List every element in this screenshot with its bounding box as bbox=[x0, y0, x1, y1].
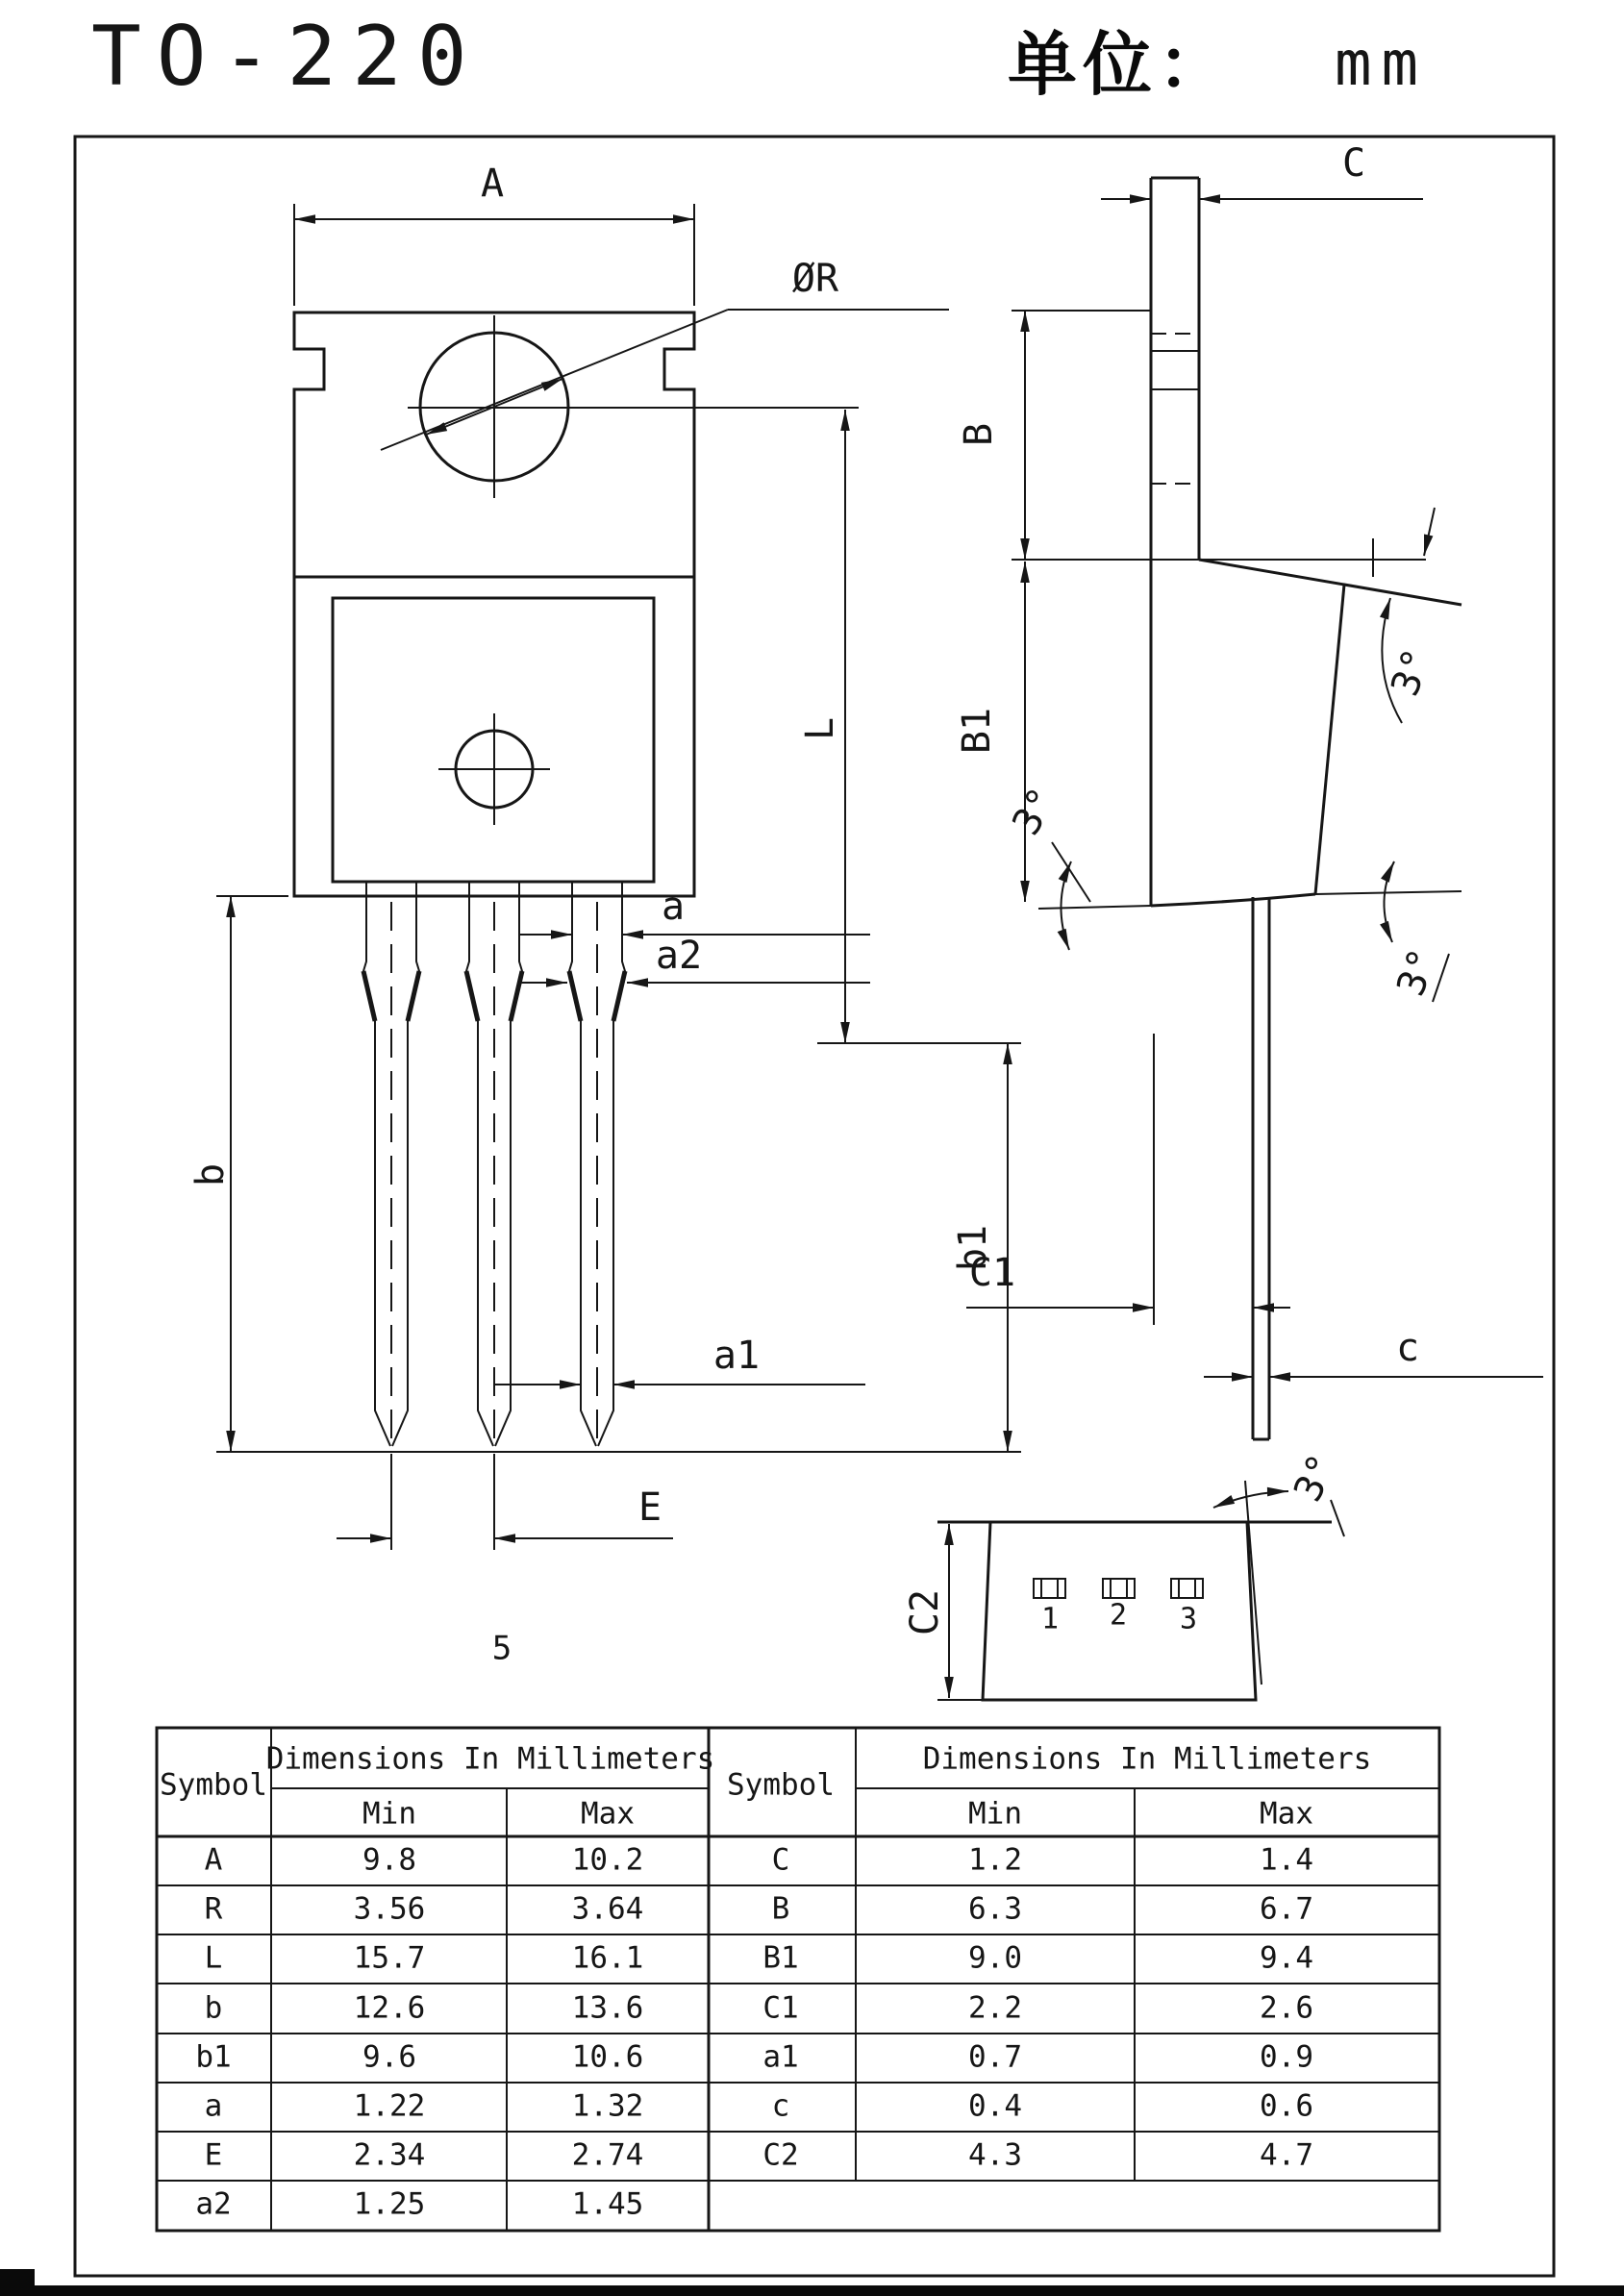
front-view bbox=[188, 162, 1021, 1668]
table-left-rows bbox=[195, 1843, 643, 2222]
table-left-max-header: Max bbox=[581, 1796, 635, 1832]
cell: 15.7 bbox=[353, 1940, 426, 1976]
cell: 13.6 bbox=[571, 1990, 644, 2026]
label-C2: C2 bbox=[903, 1588, 947, 1636]
cell: 0.7 bbox=[968, 2039, 1022, 2075]
label-C: C bbox=[1341, 141, 1366, 186]
page-title: TO-220 bbox=[91, 9, 483, 105]
cell: a bbox=[204, 2088, 223, 2124]
cell: 3.64 bbox=[571, 1891, 644, 1927]
page-bottom-strip bbox=[0, 2285, 1624, 2296]
table-right-max-header: Max bbox=[1260, 1796, 1313, 1832]
side-view bbox=[955, 141, 1543, 1439]
table-left-dim-header: Dimensions In Millimeters bbox=[265, 1741, 715, 1777]
cell: 10.6 bbox=[571, 2039, 644, 2075]
cell: E bbox=[204, 2137, 223, 2173]
table-right-min-header: Min bbox=[968, 1796, 1022, 1832]
cell: 0.6 bbox=[1260, 2088, 1313, 2124]
dim-b bbox=[188, 896, 1021, 1452]
cell: 1.25 bbox=[353, 2186, 426, 2222]
cell: 1.2 bbox=[968, 1842, 1022, 1878]
label-A: A bbox=[480, 162, 505, 206]
cell: 0.4 bbox=[968, 2088, 1022, 2124]
dim-B1 bbox=[955, 562, 1025, 902]
label-E: E bbox=[637, 1485, 662, 1530]
cell: 9.8 bbox=[362, 1842, 416, 1878]
table-right-rows bbox=[762, 1843, 1313, 2173]
cell: 2.74 bbox=[571, 2137, 644, 2173]
pin-number-2: 2 bbox=[1109, 1598, 1128, 1633]
cell: 0.9 bbox=[1260, 2039, 1313, 2075]
cell: 6.3 bbox=[968, 1891, 1022, 1927]
lead-3 bbox=[569, 882, 625, 1446]
cell: 9.0 bbox=[968, 1940, 1022, 1976]
table-right-dim-header: Dimensions In Millimeters bbox=[922, 1741, 1372, 1777]
cell: 6.7 bbox=[1260, 1891, 1313, 1927]
label-angle-bottom-left: 3° bbox=[1004, 780, 1066, 843]
cell: B1 bbox=[762, 1940, 799, 1976]
label-C1: C1 bbox=[968, 1251, 1016, 1295]
pin-section-1 bbox=[1034, 1579, 1065, 1598]
pin-section-2 bbox=[1103, 1579, 1135, 1598]
cell: c bbox=[771, 2088, 790, 2124]
cell: 3.56 bbox=[353, 1891, 426, 1927]
cell: A bbox=[204, 1842, 223, 1878]
cell: 2.34 bbox=[353, 2137, 426, 2173]
dimensions-table bbox=[157, 1728, 1439, 2231]
page-header bbox=[91, 9, 1428, 105]
table-right-symbol-header: Symbol bbox=[727, 1767, 835, 1803]
dim-C2 bbox=[903, 1524, 983, 1700]
angle-bottom-left bbox=[1004, 781, 1090, 950]
label-c: c bbox=[1395, 1326, 1420, 1370]
label-angle-bottom-right: 3° bbox=[1388, 942, 1446, 1002]
dim-C1 bbox=[966, 1034, 1290, 1325]
dim-E bbox=[337, 1454, 673, 1550]
table-left-symbol-header: Symbol bbox=[160, 1767, 267, 1803]
label-bottom-angle: 3° bbox=[1286, 1447, 1346, 1509]
lead-2 bbox=[466, 882, 522, 1446]
pin-section-3 bbox=[1171, 1579, 1203, 1598]
cell: 2.6 bbox=[1260, 1990, 1313, 2026]
cell: B bbox=[771, 1891, 790, 1927]
cell: R bbox=[204, 1891, 223, 1927]
cell: 12.6 bbox=[353, 1990, 426, 2026]
unit-label: 单位： bbox=[1008, 27, 1234, 104]
cell: 1.45 bbox=[571, 2186, 644, 2222]
dim-A bbox=[294, 162, 694, 306]
lead-1 bbox=[363, 882, 419, 1446]
label-b1: b1 bbox=[951, 1224, 995, 1272]
cell: 1.32 bbox=[571, 2088, 644, 2124]
unit-value: mm bbox=[1335, 29, 1429, 100]
label-a2: a2 bbox=[655, 934, 703, 978]
body-top-slope bbox=[1199, 560, 1462, 605]
cell: 2.2 bbox=[968, 1990, 1022, 2026]
angle-bottom-right bbox=[1384, 861, 1449, 1002]
label-a: a bbox=[661, 885, 686, 929]
bottom-view bbox=[903, 1448, 1345, 1700]
label-angle-top: 3° bbox=[1383, 642, 1440, 702]
cell: L bbox=[204, 1940, 223, 1976]
dim-C bbox=[1101, 141, 1423, 199]
drawing-border bbox=[75, 137, 1554, 2276]
cell: 9.4 bbox=[1260, 1940, 1313, 1976]
dim-b1 bbox=[951, 1043, 1008, 1452]
cell: 16.1 bbox=[571, 1940, 644, 1976]
label-b: b bbox=[188, 1162, 233, 1187]
label-B1: B1 bbox=[955, 707, 999, 755]
cell: 10.2 bbox=[571, 1842, 644, 1878]
cell: 9.6 bbox=[362, 2039, 416, 2075]
cell: b1 bbox=[195, 2039, 232, 2075]
label-B: B bbox=[957, 422, 1001, 447]
label-a1: a1 bbox=[712, 1334, 761, 1378]
cell: 1.22 bbox=[353, 2088, 426, 2124]
dim-c bbox=[1204, 1326, 1543, 1377]
cell: C2 bbox=[762, 2137, 799, 2173]
pin-number-1: 1 bbox=[1040, 1602, 1060, 1636]
page-corner-mark bbox=[0, 2269, 35, 2296]
side-lead bbox=[1253, 897, 1269, 1439]
cell: a1 bbox=[762, 2039, 799, 2075]
cell: 1.4 bbox=[1260, 1842, 1313, 1878]
label-L: L bbox=[798, 716, 842, 741]
side-body bbox=[1038, 560, 1462, 909]
dim-a1 bbox=[495, 1334, 865, 1385]
label-note-5: 5 bbox=[491, 1629, 512, 1668]
cell: b bbox=[204, 1990, 223, 2026]
cell: a2 bbox=[195, 2186, 232, 2222]
angle-top bbox=[1382, 508, 1440, 723]
table-left-min-header: Min bbox=[362, 1796, 416, 1832]
side-tab bbox=[1151, 178, 1199, 560]
cell: C1 bbox=[762, 1990, 799, 2026]
label-diameter-R: ØR bbox=[791, 257, 839, 301]
cell: 4.3 bbox=[968, 2137, 1022, 2173]
pin-number-3: 3 bbox=[1179, 1602, 1198, 1636]
dim-B bbox=[957, 311, 1151, 560]
cell: C bbox=[771, 1842, 790, 1878]
cell: 4.7 bbox=[1260, 2137, 1313, 2173]
